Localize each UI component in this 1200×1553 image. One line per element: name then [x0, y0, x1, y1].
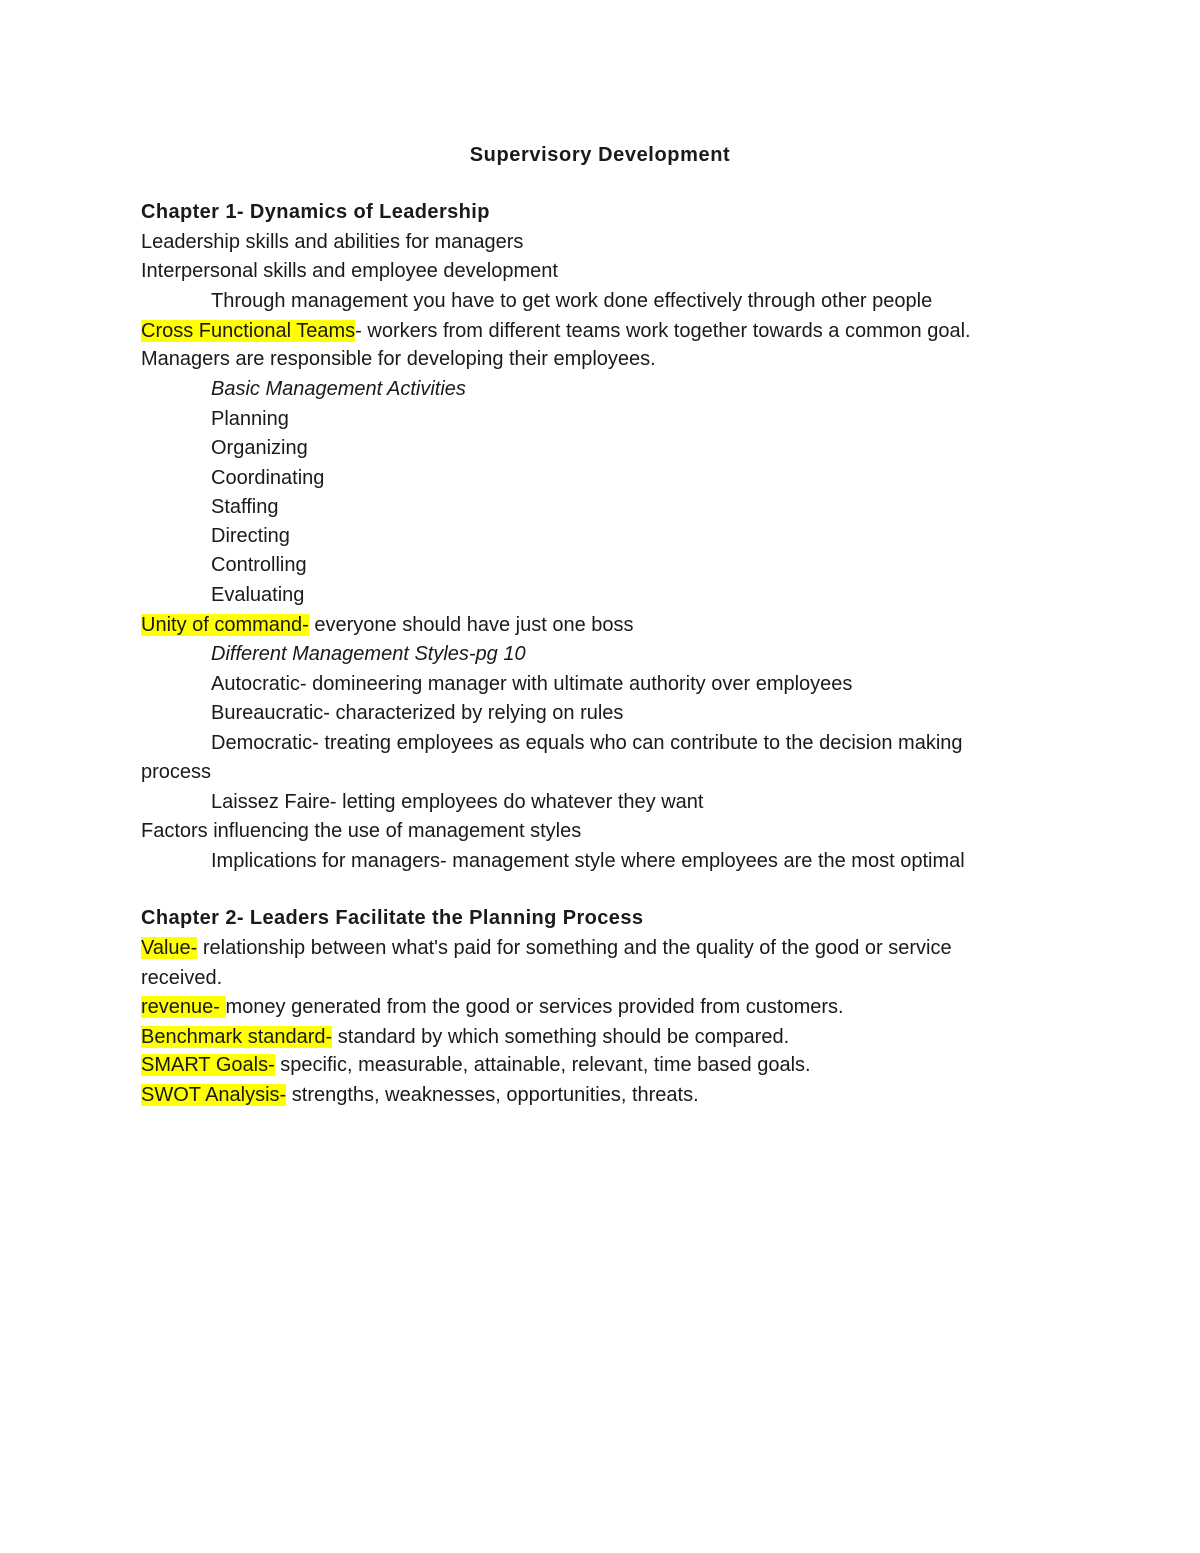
chapter1-line: Interpersonal skills and employee development: [141, 260, 558, 282]
highlighted-term: Unity of command-: [141, 614, 309, 636]
chapter1-heading: Chapter 1- Dynamics of Leadership: [141, 201, 490, 223]
activity-item: Staffing: [211, 496, 279, 518]
style-item: Bureaucratic- characterized by relying on rules: [211, 702, 624, 724]
definition-unity-of-command: [141, 611, 634, 640]
activity-item: Planning: [211, 408, 289, 430]
chapter1-line: Implications for managers- management style where employees are the most optimal: [211, 850, 965, 872]
chapter1-line: Factors influencing the use of management styles: [141, 820, 582, 842]
highlighted-term: SWOT Analysis-: [141, 1084, 287, 1106]
definition-text: everyone should have just one boss: [308, 614, 634, 636]
definition-smart-goals: [141, 1051, 811, 1080]
style-item: Autocratic- domineering manager with ultimate authority over employees: [211, 673, 853, 695]
definition-text: relationship between what's paid for something and the quality of the good or service: [197, 937, 952, 959]
style-item-continuation: process: [141, 761, 212, 783]
activity-item: Evaluating: [211, 584, 305, 606]
definition-text: - workers from different teams work together towards a common goal.: [355, 320, 971, 342]
activity-item: Directing: [211, 525, 290, 547]
activity-item: Controlling: [211, 554, 307, 576]
highlighted-term: Cross Functional Teams: [141, 320, 356, 342]
definition-text: strengths, weaknesses, opportunities, threats.: [286, 1084, 699, 1106]
style-item: Laissez Faire- letting employees do whatever they want: [211, 791, 704, 813]
chapter1-line: Through management you have to get work done effectively through other people: [211, 290, 933, 312]
definition-text: standard by which something should be compared.: [332, 1026, 790, 1048]
definition-cross-functional-teams: [141, 317, 971, 346]
chapter2-heading: Chapter 2- Leaders Facilitate the Planning Process: [141, 907, 644, 929]
definition-revenue: [141, 993, 844, 1022]
definition-benchmark-standard: [141, 1023, 789, 1052]
definition-text: money generated from the good or services provided from customers.: [225, 996, 844, 1018]
activities-heading: Basic Management Activities: [211, 378, 466, 400]
highlighted-term: SMART Goals-: [141, 1054, 275, 1076]
definition-value: [141, 934, 952, 963]
definition-continuation: received.: [141, 967, 223, 989]
document-title: Supervisory Development: [469, 144, 731, 166]
activity-item: Organizing: [211, 437, 308, 459]
definition-swot-analysis: [141, 1081, 699, 1110]
chapter1-line: Leadership skills and abilities for managers: [141, 231, 524, 253]
style-item: Democratic- treating employees as equals who can contribute to the decision making: [211, 732, 963, 754]
highlighted-term: revenue-: [141, 996, 226, 1018]
chapter1-line: Managers are responsible for developing their employees.: [141, 348, 656, 370]
definition-text: specific, measurable, attainable, relevant, time based goals.: [274, 1054, 811, 1076]
styles-heading: Different Management Styles-pg 10: [211, 643, 526, 665]
highlighted-term: Value-: [141, 937, 198, 959]
highlighted-term: Benchmark standard-: [141, 1026, 333, 1048]
activity-item: Coordinating: [211, 467, 325, 489]
